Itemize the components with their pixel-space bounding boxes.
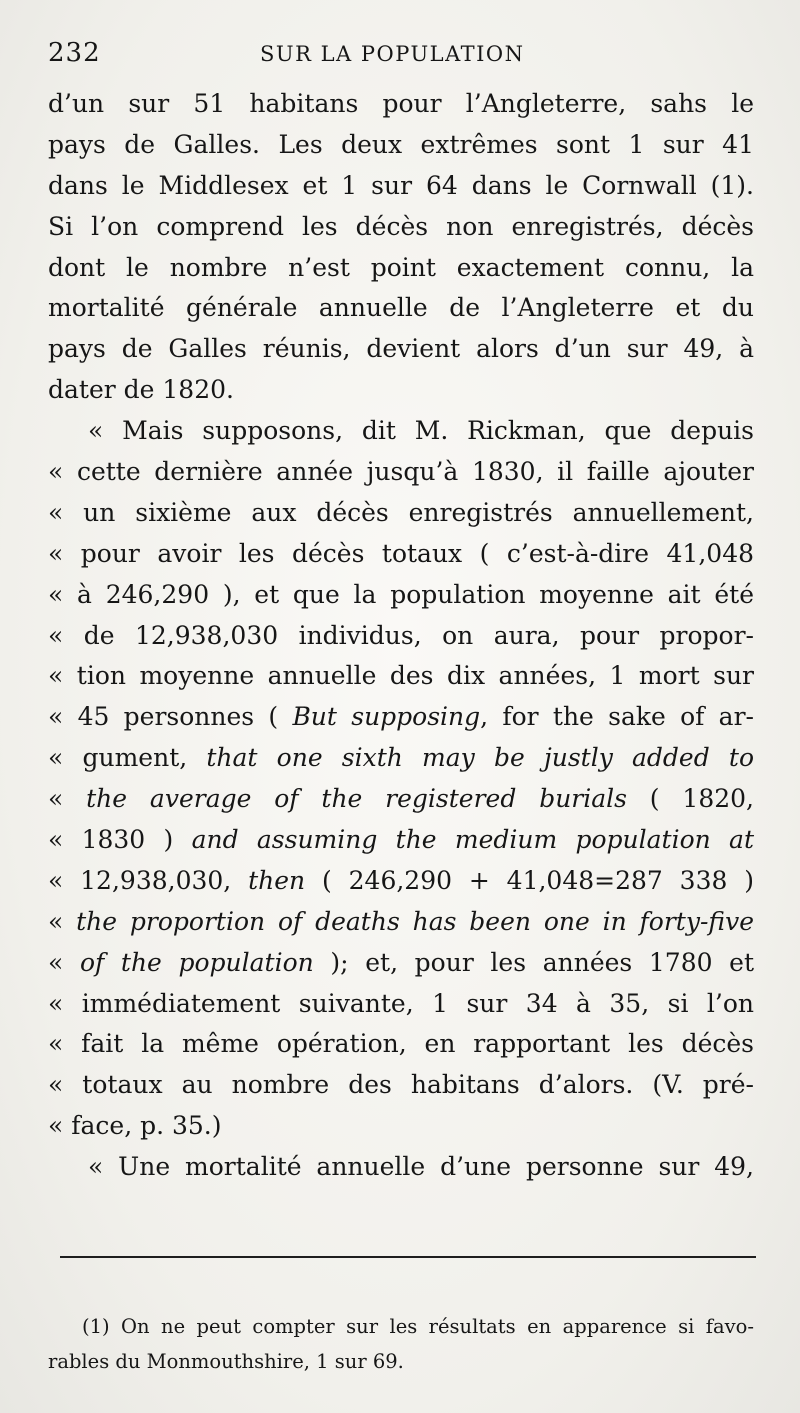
footnote-line: (1) On ne peut compter sur les résultats en apparence si favo-: [82, 1315, 754, 1338]
text-line: d’un sur 51 habitans pour l’Angleterre, sahs le: [48, 89, 754, 118]
text-run: ( 246,290 + 41,048=287 338 ): [305, 865, 755, 895]
text-run: «: [48, 906, 77, 936]
text-run: «: [48, 947, 80, 977]
footnote: [48, 1309, 754, 1379]
text-line: « totaux au nombre des habitans d’alors. (V. pré-: [48, 1070, 754, 1100]
text-line: pays de Galles. Les deux extrêmes sont 1 sur 41: [48, 129, 754, 159]
text-line: [48, 820, 754, 861]
text-line: mortalité générale annuelle de l’Angleterre et du: [48, 293, 754, 323]
page-header: [48, 38, 752, 78]
text-line: « Mais supposons, dit M. Rickman, que depuis: [88, 416, 754, 446]
text-line: [48, 779, 754, 820]
english-quote-run: the average of the registered burials: [86, 784, 627, 814]
text-run: « 12,938,030,: [48, 865, 249, 895]
english-quote-run: But supposing: [292, 702, 481, 732]
text-line: [48, 697, 754, 738]
text-run: ( 1820,: [626, 784, 754, 814]
text-line: pays de Galles réunis, devient alors d’un sur 49, à: [48, 334, 754, 364]
text-line: « tion moyenne annuelle des dix années, 1 mort sur: [48, 661, 754, 691]
running-title: SUR LA POPULATION: [260, 42, 525, 66]
text-line: « pour avoir les décès totaux ( c’est-à-dire 41,048: [48, 538, 754, 568]
text-line: « à 246,290 ), et que la population moyenne ait été: [48, 579, 754, 609]
english-quote-run: then: [248, 865, 306, 895]
body-text: [48, 84, 754, 1188]
english-quote-run: the proportion of deaths has been one in forty-five: [76, 906, 754, 936]
text-run: « 45 personnes (: [48, 702, 279, 732]
text-run: ); et, pour les années 1780 et: [313, 947, 754, 977]
text-line: dater de 1820.: [48, 375, 234, 405]
text-line: « de 12,938,030 individus, on aura, pour propor-: [48, 620, 754, 650]
text-line: [48, 943, 754, 984]
text-run: « gument,: [48, 743, 207, 773]
text-line: « face, p. 35.): [48, 1111, 222, 1141]
english-quote-run: that one sixth may be justly added to: [206, 743, 754, 773]
text-line: dont le nombre n’est point exactement connu, la: [48, 252, 754, 282]
english-quote-run: and assuming the medium population at: [191, 825, 755, 855]
text-line: [48, 902, 754, 943]
footnote-line: rables du Monmouthshire, 1 sur 69.: [48, 1350, 404, 1373]
text-line: [48, 738, 754, 779]
text-run: «: [48, 784, 87, 814]
footnote-divider: [60, 1256, 756, 1258]
text-run: , for the sake of ar-: [480, 702, 754, 732]
text-line: « Une mortalité annuelle d’une personne sur 49,: [88, 1152, 754, 1182]
text-line: « cette dernière année jusqu’à 1830, il faille ajouter: [48, 457, 754, 487]
text-line: « immédiatement suivante, 1 sur 34 à 35, si l’on: [48, 988, 754, 1018]
text-line: « un sixième aux décès enregistrés annuellement,: [48, 497, 754, 527]
text-line: [48, 861, 754, 902]
text-line: Si l’on comprend les décès non enregistrés, décès: [48, 211, 754, 241]
text-line: « fait la même opération, en rapportant les décès: [48, 1029, 754, 1059]
text-line: dans le Middlesex et 1 sur 64 dans le Cornwall (1).: [48, 170, 754, 200]
page-number: 232: [48, 38, 101, 68]
text-run: « 1830 ): [48, 825, 192, 855]
english-quote-run: of the population: [79, 947, 314, 977]
